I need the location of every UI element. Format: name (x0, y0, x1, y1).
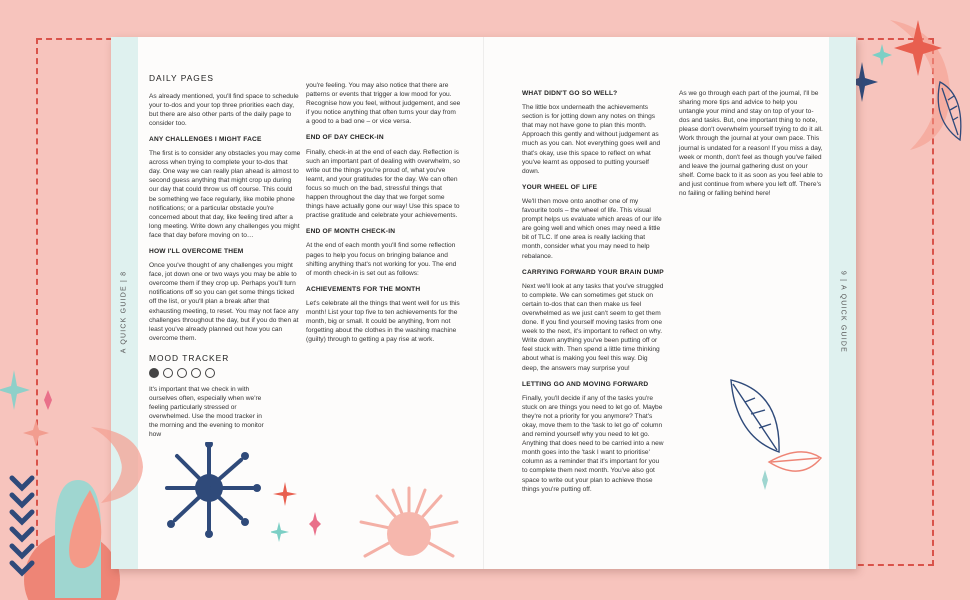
column-3 (522, 89, 665, 501)
achievements-heading: ACHIEVEMENTS FOR THE MONTH (306, 285, 421, 293)
brain-dump-text: Next we'll look at any tasks that you've struggled to complete. We can sometimes get stuck on certain to-dos that can then make us feel overwhelmed as we just can't seem to get them done. If you find yourself moving tasks from one week to the next, it's important to reflect on why. Write down anything you've been putting off or feel stuck with. Then spend a little time thinking about what is making you feel this way. Dig deep, the answers may surprise you! (522, 282, 664, 372)
challenges-heading: ANY CHALLENGES I MIGHT FACE (149, 135, 262, 143)
column-4 (679, 89, 824, 205)
teal-sparkle-icon (872, 44, 892, 66)
didnt-go-text: The little box underneath the achievements section is for jotting down any notes on things that may not have gone to plan this month. Approach this gently and without judgement as much as you can. Not everything goes well and that's okay, use this space to reflect on what you've learnt as opposed to putting yourself down. (522, 104, 661, 175)
very-sad-face-icon (205, 368, 215, 378)
daily-pages-intro: As already mentioned, you'll find space to schedule your to-dos and your top three priorities each day, but there are also other parts of the daily page to consider too. (149, 92, 299, 127)
overcome-text: Once you've thought of any challenges you might face, jot down one or two ways you may be able to overcome them if they crop up. Perhaps you'll turn notifications off so you can get some things ticked off the list, or you'll plan a break after that exhausting meeting, to reset. You may not face any challenges throughout the day, but if you do then at least you've already planned out how you can overcome them. (149, 262, 299, 342)
wheel-of-life-heading: YOUR WHEEL OF LIFE (522, 183, 598, 191)
letting-go-text: Finally, you'll decide if any of the tasks you're stuck on are things you need to let go of. Maybe they're not a priority for you anymore? That's okay, move them to the 'task to let go of' column and remind yourself why you need to let go. Anything that does need to be carried into a new month goes into the 'task I want to prioritise' column as a reminder that it's important for you to complete them next month. You've also got space to write out your plan to achieve those things you're putting off. (522, 394, 664, 493)
brain-dump-heading: CARRYING FORWARD YOUR BRAIN DUMP (522, 268, 664, 276)
small-star-icons (271, 482, 351, 562)
leaf-decoration (721, 372, 831, 512)
column-2 (306, 81, 461, 351)
navy-sun-decoration (161, 442, 271, 542)
pink-diamond-icon (44, 390, 52, 410)
pink-sun-decoration (349, 482, 469, 572)
end-of-day-text: Finally, check-in at the end of each day. Reflection is such an important part of dealing with overwhelm, so write out the things you're proud of, what you've learnt, and your gratitudes for the day. We can often focus so much on the bad, stressful things that happen throughout the day that we forget some things have actually gone our way! Use this space to practise gratitude and celebrate your achievements. (306, 148, 460, 220)
wheel-of-life-text: We'll then move onto another one of my favourite tools – the wheel of life. This visual prompt helps us evaluate which areas of our life are going well and which ones may need a little bit of TLC. If one area is really lacking that month, consider what you may need to help rebalance. (522, 197, 662, 260)
achievements-text: Let's celebrate all the things that went well for us this month! List your top five to ten achievements for the month, big or small. It could be anything, from not forgetting about the clothes in the washing machine (guilty) through to getting a pay rise at work. (306, 299, 460, 344)
end-of-month-text: At the end of each month you'll find some reflection pages to help you focus on bringing balance and shifting anything that's not working for you. The end of month check-in is set out as follows: (306, 242, 457, 277)
overcome-heading: HOW I'LL OVERCOME THEM (149, 248, 244, 255)
mood-tracker-title: MOOD TRACKER (149, 352, 230, 363)
page-spine (483, 37, 484, 569)
top-right-decoration (850, 0, 970, 160)
happy-face-icon (163, 368, 173, 378)
challenges-text: The first is to consider any obstacles you may come across when trying to complete your to-dos that day. One way we can really plan ahead is almost to second guess anything that might crop up during our day that could throw us off course. This could be something we face regularly, like mobile phone notifications; or a particular obstacle you're concerned about that day, like feeling tired after a long meeting. Write down any challenges you might face that day before moving on to… (149, 150, 301, 239)
daily-pages-title: DAILY PAGES (149, 73, 214, 83)
mood-faces-row (149, 368, 301, 378)
mood-text: It's important that we check in with ourselves often, especially when we're feeling particularly stressed or overwhelmed. Use the mood tracker in the morning and the evening to monitor how (149, 385, 264, 438)
closing-text: As we go through each part of the journal, I'll be sharing more tips and advice to help you untangle your mind and stay on top of your to-dos and tasks. But, one important thing to note, please don't overwhelm yourself trying to do it all. Work through the journal at your own pace. This journal is undated for a reason! If you miss a day, week or month, don't feel as though you've failed and leave the journal gathering dust on your shelf. Come back to it as soon as you feel able to and just continue from where you left off. There's no failing or falling behind here! (679, 90, 823, 198)
teal-sparkle-icon (0, 370, 30, 410)
end-of-day-heading: END OF DAY CHECK-IN (306, 134, 384, 142)
end-of-month-heading: END OF MONTH CHECK-IN (306, 228, 396, 236)
column-1 (149, 73, 301, 446)
pink-sparkle-icon (23, 420, 49, 446)
letting-go-heading: LETTING GO AND MOVING FORWARD (522, 380, 649, 388)
neutral-face-icon (177, 368, 187, 378)
sad-face-icon (191, 368, 201, 378)
left-page-label: A QUICK GUIDE | 8 (120, 270, 128, 354)
mood-continued-text: you're feeling. You may also notice that there are patterns or events that trigger a low mood for you. Recognise how you feel, without judgement, and see if you notice anything that often turns your day from a good to a bad one – or vice versa. (306, 82, 461, 126)
journal-spread (111, 37, 856, 569)
right-page-label: 9 | A QUICK GUIDE (839, 270, 847, 354)
didnt-go-heading: WHAT DIDN'T GO SO WELL? (522, 90, 618, 97)
very-happy-face-icon (149, 368, 159, 378)
